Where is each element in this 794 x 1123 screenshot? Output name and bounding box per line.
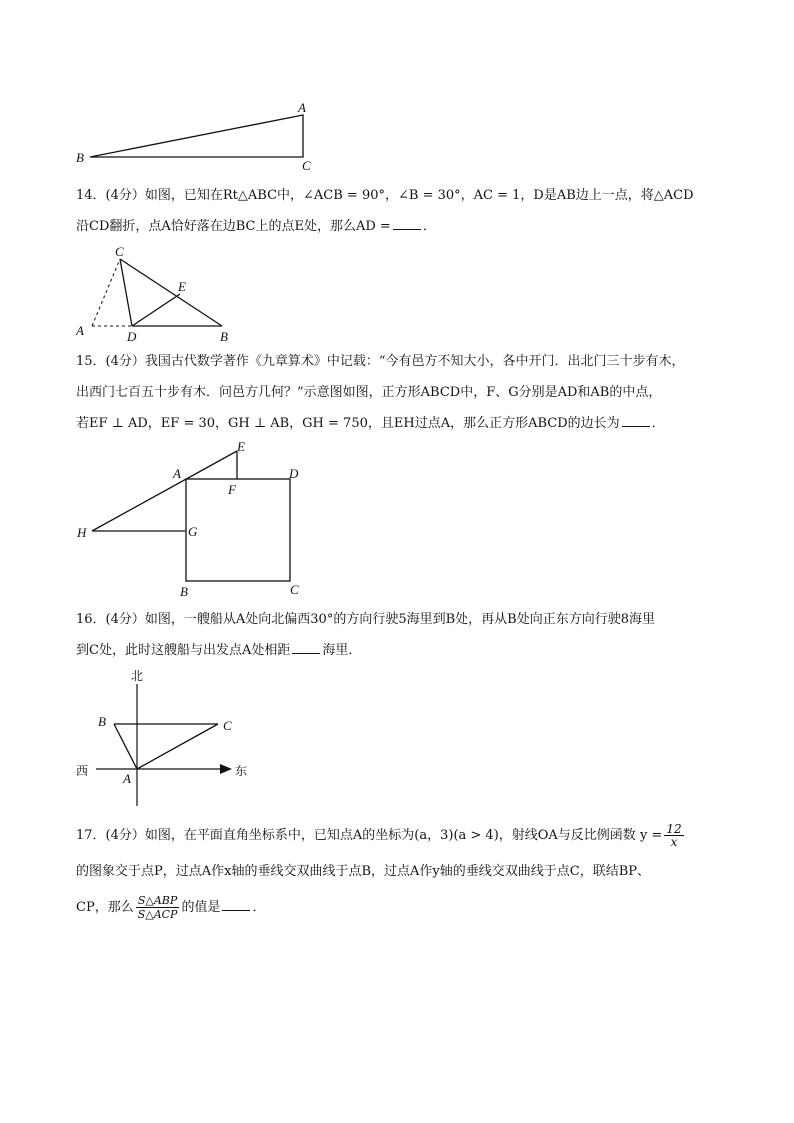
q14-figure bbox=[70, 244, 250, 344]
ratio-denominator: S△ACP bbox=[137, 908, 178, 921]
q15-line3-end: ． bbox=[651, 416, 665, 431]
label-a: A bbox=[173, 466, 181, 481]
label-a: A bbox=[298, 100, 306, 115]
q14-figure-svg bbox=[70, 244, 250, 344]
top-triangle-svg bbox=[70, 100, 330, 175]
q15-figure-svg bbox=[70, 438, 320, 603]
label-a: A bbox=[123, 771, 131, 786]
label-e: E bbox=[178, 279, 186, 294]
q16-figure-svg bbox=[70, 666, 270, 811]
east-arrow-icon bbox=[220, 764, 232, 774]
q14-line2-end: ． bbox=[422, 219, 436, 234]
fraction-12-over-x bbox=[664, 823, 683, 848]
q15-line3 bbox=[76, 408, 726, 439]
label-east: 东 bbox=[235, 764, 248, 778]
area-ratio bbox=[136, 894, 180, 921]
label-b: B bbox=[98, 714, 106, 729]
label-f: F bbox=[228, 482, 236, 497]
q17-line3-tail: ． bbox=[252, 900, 266, 915]
label-west: 西 bbox=[76, 764, 89, 778]
segment-ab bbox=[114, 724, 137, 769]
segment-de bbox=[132, 294, 180, 326]
q17-line2: 的图象交于点P，过点A作x轴的垂线交双曲线于点B，过点A作y轴的垂线交双曲线于点C，联结BP、 bbox=[76, 864, 651, 879]
dashed-ca bbox=[92, 259, 120, 326]
q17-line3-end: 的值是 bbox=[181, 900, 221, 915]
label-h: H bbox=[77, 525, 87, 540]
answer-blank bbox=[393, 215, 421, 230]
q15-figure bbox=[70, 438, 320, 603]
fraction-numerator: 12 bbox=[666, 822, 682, 836]
q15-line3-text: 若EF ⊥ AD，EF = 30，GH ⊥ AB，GH = 750，且EH过点A，那么正方形ABCD的边长为 bbox=[76, 416, 620, 431]
label-b: B bbox=[220, 329, 228, 344]
q17-line3-start: CP，那么 bbox=[76, 900, 134, 915]
label-c: C bbox=[302, 158, 311, 173]
q17-line3 bbox=[76, 890, 726, 926]
q14-line2-text: 沿CD翻折，点A恰好落在边BC上的点E处，那么AD = bbox=[76, 219, 391, 234]
label-d: D bbox=[289, 466, 299, 481]
q16-line2 bbox=[76, 635, 726, 666]
label-c: C bbox=[290, 582, 299, 597]
label-a: A bbox=[76, 323, 84, 338]
question-15 bbox=[76, 346, 726, 439]
q14-line1: 14．(4分）如图，已知在Rt△ABC中，∠ACB = 90°，∠B = 30°，AC = 1，D是AB边上一点，将△ACD bbox=[76, 188, 694, 203]
triangle-abc bbox=[90, 115, 303, 157]
ratio-numerator: S△ABP bbox=[137, 894, 178, 907]
label-b: B bbox=[180, 584, 188, 599]
label-b: B bbox=[76, 150, 84, 165]
segment-he bbox=[92, 451, 237, 531]
segment-cb bbox=[120, 259, 222, 326]
q14-line2 bbox=[76, 211, 726, 242]
q16-figure bbox=[70, 666, 270, 811]
label-d: D bbox=[127, 329, 137, 344]
question-16 bbox=[76, 604, 726, 666]
question-14 bbox=[76, 180, 726, 242]
question-17 bbox=[76, 818, 726, 926]
segment-cd bbox=[120, 259, 132, 326]
q15-line1: 15．(4分）我国古代数学著作《九章算术》中记载：“今有邑方不知大小，各中开门．出北门三十步有木， bbox=[76, 354, 685, 369]
label-c: C bbox=[223, 718, 232, 733]
answer-blank bbox=[622, 412, 650, 427]
q17-line1 bbox=[76, 818, 726, 854]
q17-line1-text: 17．(4分）如图，在平面直角坐标系中，已知点A的坐标为(a，3)(a > 4)，射线OA与反比例函数 y = bbox=[76, 828, 663, 843]
label-g: G bbox=[188, 524, 198, 539]
q16-line2-end: 海里． bbox=[322, 643, 362, 658]
answer-blank bbox=[292, 639, 320, 654]
q15-line2: 出西门七百五十步有木．问邑方几何？”示意图如图，正方形ABCD中，F、G分别是AD和AB的中点， bbox=[76, 385, 662, 400]
fraction-denominator: x bbox=[670, 835, 678, 849]
top-triangle-figure bbox=[70, 100, 330, 175]
label-e: E bbox=[237, 439, 245, 454]
segment-ac bbox=[137, 724, 218, 769]
q16-line1: 16．(4分）如图，一艘船从A处向北偏西30°的方向行驶5海里到B处，再从B处向正东方向行驶8海里 bbox=[76, 612, 655, 627]
answer-blank bbox=[222, 896, 250, 911]
label-north: 北 bbox=[131, 669, 144, 683]
q16-line2-text: 到C处，此时这艘船与出发点A处相距 bbox=[76, 643, 291, 658]
label-c: C bbox=[115, 244, 124, 259]
square-abcd bbox=[186, 479, 290, 581]
